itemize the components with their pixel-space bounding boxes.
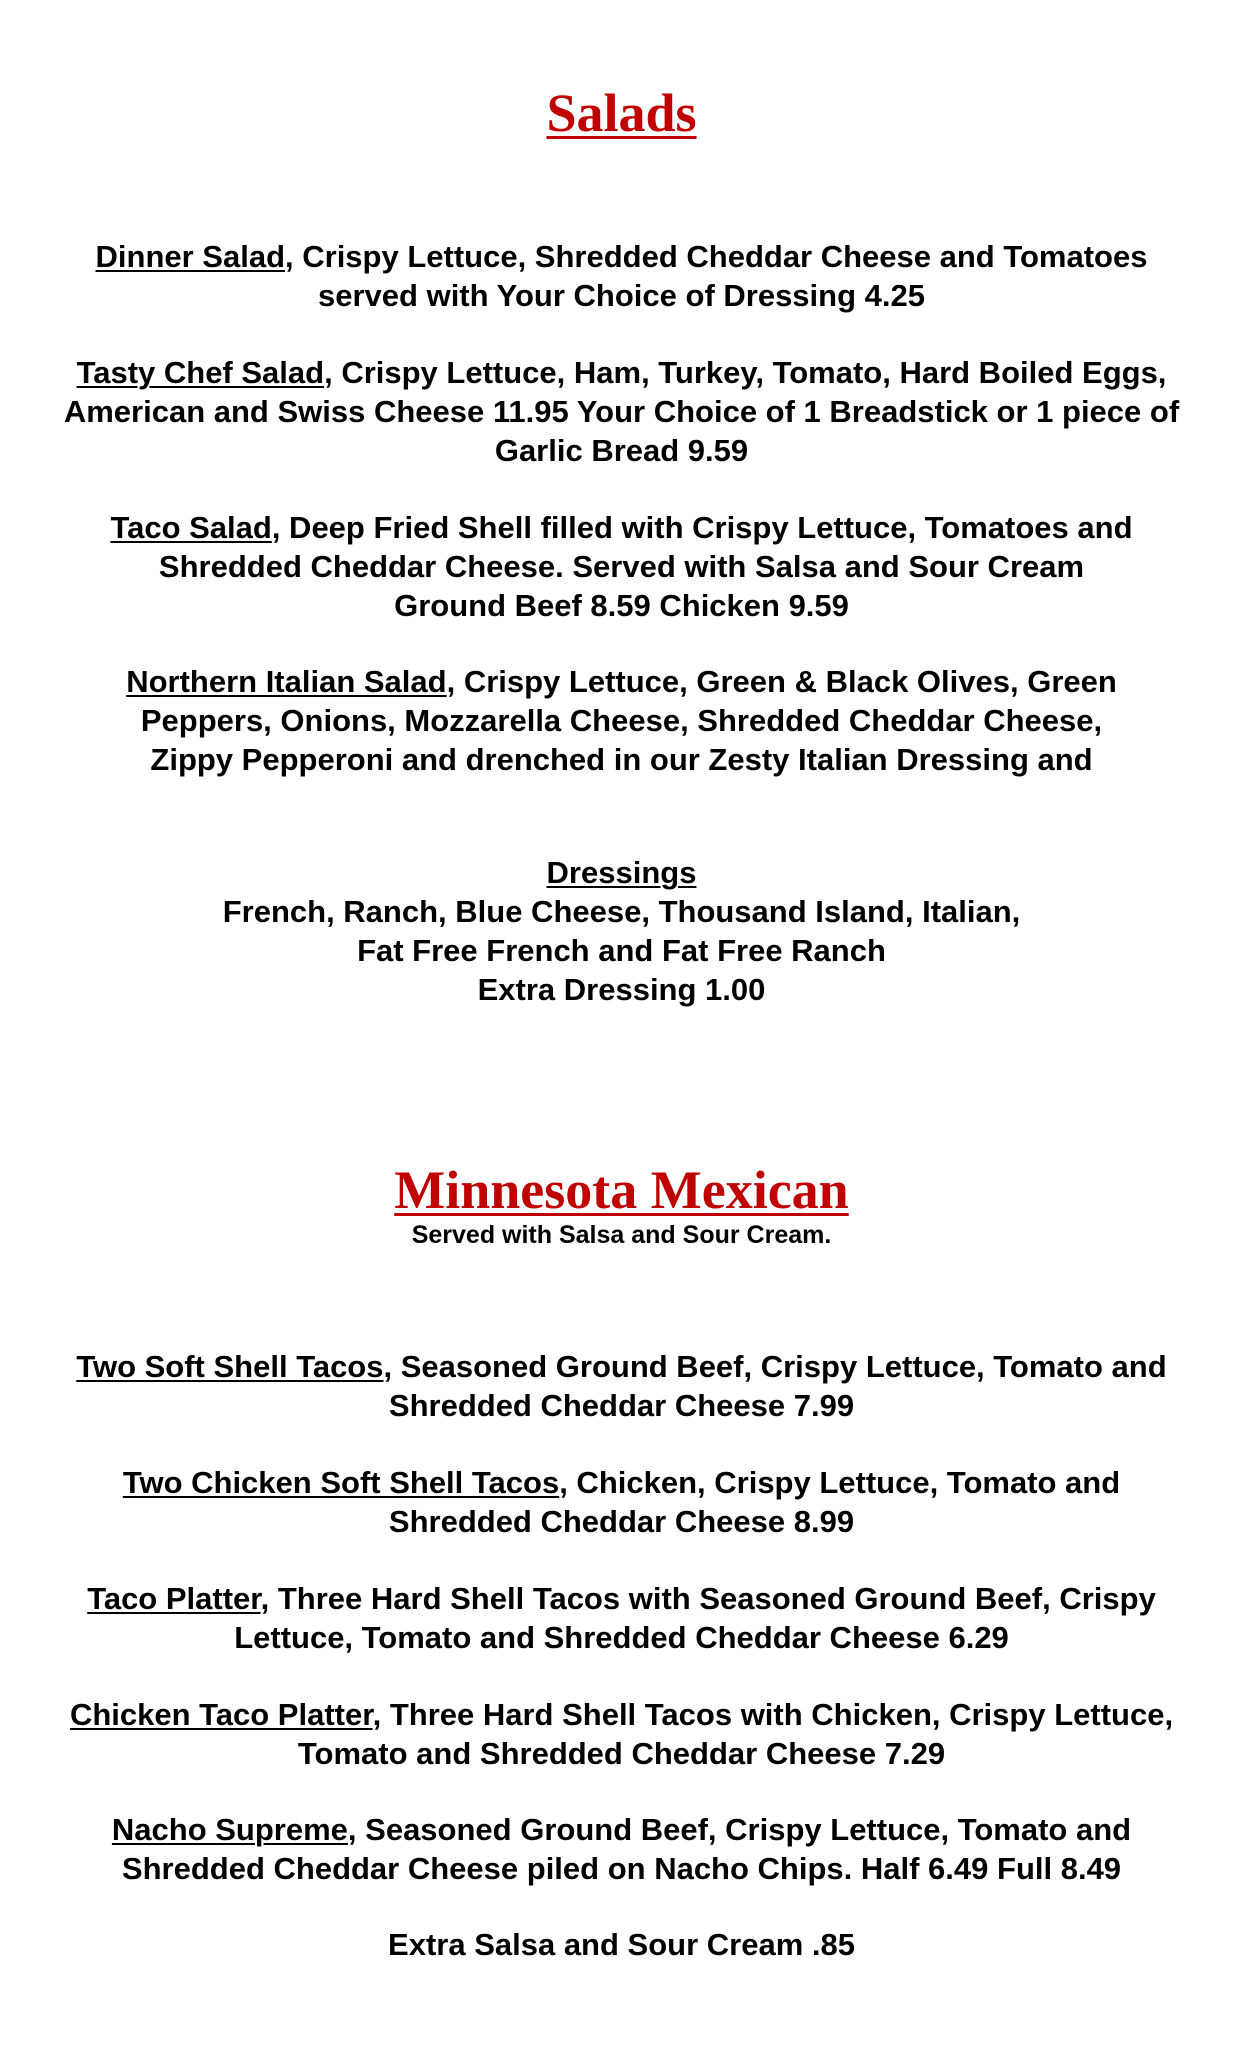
menu-item-tasty-chef-salad (10, 353, 1233, 470)
menu-item-dinner-salad (10, 237, 1233, 315)
dressings-heading: Dressings (546, 855, 697, 890)
item-description: , Chicken, Crispy Lettuce, Tomato and (559, 1465, 1121, 1500)
item-description: , Crispy Lettuce, Green & Black Olives, Green (446, 664, 1117, 699)
dressings-line: Extra Dressing 1.00 (477, 972, 766, 1007)
item-name: Northern Italian Salad (126, 664, 447, 699)
item-description: Tomato and Shredded Cheddar Cheese 7.29 (297, 1736, 946, 1771)
menu-item-two-soft-shell-tacos (10, 1347, 1233, 1425)
item-name: Dinner Salad (95, 239, 286, 274)
item-description: Shredded Cheddar Cheese. Served with Salsa and Sour Cream (158, 549, 1085, 584)
menu-item-two-chicken-soft-shell-tacos (10, 1463, 1233, 1541)
item-name: Chicken Taco Platter (69, 1697, 373, 1732)
item-name: Two Soft Shell Tacos (76, 1349, 384, 1384)
extra-salsa-note: Extra Salsa and Sour Cream .85 (388, 1927, 855, 1962)
menu-item-nacho-supreme (10, 1810, 1233, 1888)
menu-item-chicken-taco-platter (10, 1695, 1233, 1773)
item-description: Lettuce, Tomato and Shredded Cheddar Cheese 6.29 (234, 1620, 1009, 1655)
item-description: American and Swiss Cheese 11.95 Your Choice of 1 Breadstick or 1 piece of (63, 394, 1180, 429)
item-description: , Three Hard Shell Tacos with Seasoned Ground Beef, Crispy (260, 1581, 1156, 1616)
item-description: Zippy Pepperoni and drenched in our Zesty Italian Dressing and (150, 742, 1093, 777)
mexican-title: Minnesota Mexican (394, 1160, 849, 1220)
item-description: Garlic Bread 9.59 (494, 433, 749, 468)
dressings-line: Fat Free French and Fat Free Ranch (357, 933, 886, 968)
item-description: , Deep Fried Shell filled with Crispy Lettuce, Tomatoes and (271, 510, 1133, 545)
item-description: Peppers, Onions, Mozzarella Cheese, Shredded Cheddar Cheese, (140, 703, 1103, 738)
item-description: , Seasoned Ground Beef, Crispy Lettuce, Tomato and (347, 1812, 1132, 1847)
item-description: , Seasoned Ground Beef, Crispy Lettuce, Tomato and (383, 1349, 1167, 1384)
item-name: Taco Platter (87, 1581, 261, 1616)
item-description: Shredded Cheddar Cheese 7.99 (388, 1388, 855, 1423)
item-description: served with Your Choice of Dressing 4.25 (318, 278, 925, 313)
item-description: Shredded Cheddar Cheese 8.99 (388, 1504, 855, 1539)
menu-item-taco-platter (10, 1579, 1233, 1657)
item-name: Taco Salad (110, 510, 272, 545)
item-description: , Crispy Lettuce, Shredded Cheddar Cheese and Tomatoes (285, 239, 1148, 274)
mexican-subtitle: Served with Salsa and Sour Cream. (411, 1221, 832, 1249)
item-description: Ground Beef 8.59 Chicken 9.59 (394, 588, 849, 623)
item-name: Tasty Chef Salad (76, 355, 325, 390)
salads-title: Salads (546, 83, 697, 143)
menu-item-northern-italian-salad (10, 662, 1233, 779)
dressings-block (0, 853, 1243, 1009)
item-description: , Crispy Lettuce, Ham, Turkey, Tomato, Hard Boiled Eggs, (324, 355, 1167, 390)
item-name: Nacho Supreme (111, 1812, 348, 1847)
item-description: Shredded Cheddar Cheese piled on Nacho Chips. Half 6.49 Full 8.49 (121, 1851, 1122, 1886)
item-description: , Three Hard Shell Tacos with Chicken, Crispy Lettuce, (372, 1697, 1174, 1732)
dressings-line: French, Ranch, Blue Cheese, Thousand Island, Italian, (222, 894, 1021, 929)
item-name: Two Chicken Soft Shell Tacos (122, 1465, 560, 1500)
menu-item-taco-salad (10, 508, 1233, 625)
